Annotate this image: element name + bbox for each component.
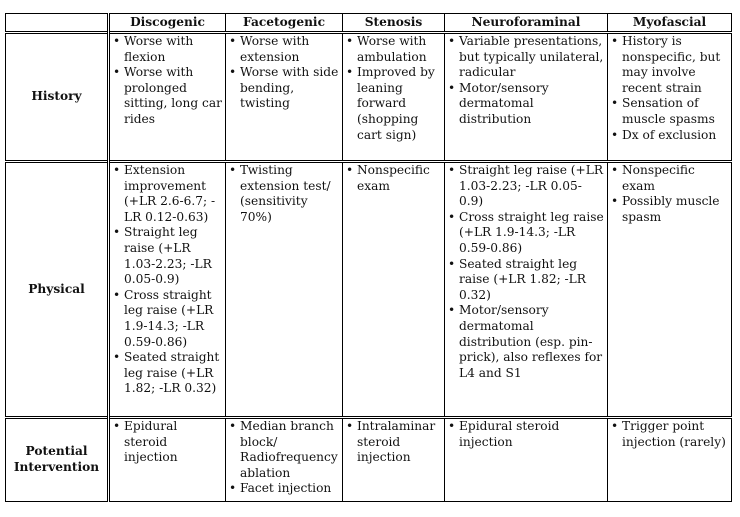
cell-physical-neuroforaminal bbox=[445, 162, 608, 418]
bullet-item: • Worse with extension bbox=[228, 34, 340, 65]
cell-physical-discogenic bbox=[109, 162, 226, 418]
bullet-item: • Epidural steroid injection bbox=[112, 419, 223, 466]
bullet-item: • Nonspecific exam bbox=[345, 163, 442, 194]
column-header-stenosis: Stenosis bbox=[343, 14, 445, 33]
column-header-myofascial: Myofascial bbox=[608, 14, 732, 33]
bullet-item: • Sensation of muscle spasms bbox=[610, 96, 729, 127]
bullet-item: • Intralaminar steroid injection bbox=[345, 419, 442, 466]
bullet-item: • Cross straight leg raise (+LR 1.9-14.3; -LR 0.59-0.86) bbox=[112, 288, 223, 350]
row-header-line: Intervention bbox=[13, 460, 100, 474]
row-history bbox=[6, 33, 732, 162]
cell-history-stenosis bbox=[343, 33, 445, 162]
column-header-neuroforaminal: Neuroforaminal bbox=[445, 14, 608, 33]
comparison-table bbox=[5, 13, 732, 502]
row-potential-intervention bbox=[6, 418, 732, 502]
row-header-line: Physical bbox=[28, 281, 85, 296]
bullet-item: • Motor/sensory dermatomal distribution (esp. pin-prick), also reflexes for L4 and S1 bbox=[447, 303, 605, 381]
row-header-line: Potential bbox=[25, 444, 88, 459]
cell-physical-myofascial bbox=[608, 162, 732, 418]
bullet-item: • Facet injection bbox=[228, 481, 340, 497]
column-header-discogenic: Discogenic bbox=[109, 14, 226, 33]
bullet-item: • Seated straight leg raise (+LR 1.82; -LR 0.32) bbox=[447, 257, 605, 304]
cell-history-neuroforaminal bbox=[445, 33, 608, 162]
cell-intervention-stenosis bbox=[343, 418, 445, 502]
bullet-item: • Worse with side bending, twisting bbox=[228, 65, 340, 112]
bullet-item: • Epidural steroid injection bbox=[447, 419, 605, 450]
corner-cell bbox=[6, 14, 109, 33]
row-physical bbox=[6, 162, 732, 418]
bullet-item: • Cross straight leg raise (+LR 1.9-14.3; -LR 0.59-0.86) bbox=[447, 210, 605, 257]
cell-intervention-myofascial bbox=[608, 418, 732, 502]
cell-intervention-discogenic bbox=[109, 418, 226, 502]
header-row bbox=[6, 14, 732, 33]
row-header-potential-intervention bbox=[6, 418, 109, 502]
bullet-item: • Worse with ambulation bbox=[345, 34, 442, 65]
bullet-item: • Median branch block/ Radiofrequency ablation bbox=[228, 419, 340, 481]
bullet-item: • Dx of exclusion bbox=[610, 128, 729, 144]
bullet-item: • Worse with flexion bbox=[112, 34, 223, 65]
cell-intervention-facetogenic bbox=[226, 418, 343, 502]
row-header-line: History bbox=[31, 89, 82, 104]
bullet-item: • Twisting extension test/ (sensitivity 70%) bbox=[228, 163, 340, 225]
bullet-item: • Straight leg raise (+LR 1.03-2.23; -LR 0.05-0.9) bbox=[112, 225, 223, 287]
row-header-physical bbox=[6, 162, 109, 418]
cell-history-facetogenic bbox=[226, 33, 343, 162]
cell-history-discogenic bbox=[109, 33, 226, 162]
row-header-history bbox=[6, 33, 109, 162]
bullet-item: • Possibly muscle spasm bbox=[610, 194, 729, 225]
bullet-item: • Motor/sensory dermatomal distribution bbox=[447, 81, 605, 128]
bullet-item: • Improved by leaning forward (shopping cart sign) bbox=[345, 65, 442, 143]
cell-physical-stenosis bbox=[343, 162, 445, 418]
bullet-item: • History is nonspecific, but may involve recent strain bbox=[610, 34, 729, 96]
column-header-facetogenic: Facetogenic bbox=[226, 14, 343, 33]
bullet-item: • Straight leg raise (+LR 1.03-2.23; -LR 0.05-0.9) bbox=[447, 163, 605, 210]
cell-intervention-neuroforaminal bbox=[445, 418, 608, 502]
bullet-item: • Extension improvement (+LR 2.6-6.7; -LR 0.12-0.63) bbox=[112, 163, 223, 225]
bullet-item: • Variable presentations, but typically unilateral, radicular bbox=[447, 34, 605, 81]
cell-physical-facetogenic bbox=[226, 162, 343, 418]
bullet-item: • Worse with prolonged sitting, long car rides bbox=[112, 65, 223, 127]
cell-history-myofascial bbox=[608, 33, 732, 162]
bullet-item: • Seated straight leg raise (+LR 1.82; -LR 0.32) bbox=[112, 350, 223, 397]
bullet-item: • Nonspecific exam bbox=[610, 163, 729, 194]
bullet-item: • Trigger point injection (rarely) bbox=[610, 419, 729, 450]
